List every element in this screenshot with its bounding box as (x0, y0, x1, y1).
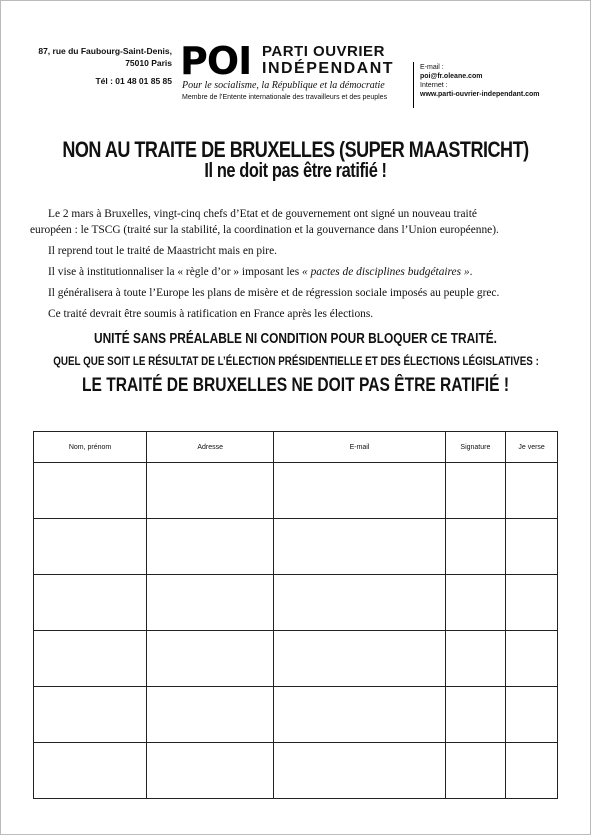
adresse-cell[interactable] (147, 743, 274, 799)
paragraph-4: Il généralisera à toute l’Europe les plans de misère et de régression sociale imposés au peuple grec. (48, 286, 500, 299)
slogan-3: LE TRAITÉ DE BRUXELLES NE DOIT PAS ÊTRE RATIFIÉ ! (81, 375, 510, 396)
main-title: NON AU TRAITE DE BRUXELLES (SUPER MAASTRICHT) (62, 137, 529, 162)
paragraph-5: Ce traité devrait être soumis à ratification en France après les élections. (48, 307, 374, 320)
signature-cell[interactable] (445, 575, 506, 631)
paragraph-3-end: . (469, 265, 473, 278)
signature-cell[interactable] (445, 519, 506, 575)
signature-cell[interactable] (445, 743, 506, 799)
nom-cell[interactable] (34, 519, 147, 575)
je-verse-cell[interactable] (506, 687, 558, 743)
paragraph-3-start: Il vise à institutionnaliser la « règle d’or » imposant les (48, 265, 303, 278)
je-verse-cell[interactable] (506, 575, 558, 631)
table-row (34, 631, 558, 687)
header-nom: Nom, prénom (34, 432, 147, 463)
website-link[interactable]: www.parti-ouvrier-independant.com (420, 91, 540, 98)
poi-logo: POI (180, 39, 252, 83)
table-row (34, 743, 558, 799)
internet-label: Internet : (420, 82, 448, 89)
body-text (30, 207, 556, 328)
address-phone: Tél : 01 48 01 85 85 (95, 76, 172, 86)
party-name-line2: INDÉPENDANT (262, 60, 395, 77)
email-label: E-mail : (420, 64, 444, 71)
email-cell[interactable] (274, 687, 445, 743)
table-row (34, 575, 558, 631)
nom-cell[interactable] (34, 463, 147, 519)
header-signature: Signature (445, 432, 506, 463)
nom-cell[interactable] (34, 743, 147, 799)
paragraph-2: Il reprend tout le traité de Maastricht mais en pire. (48, 244, 277, 257)
signature-cell[interactable] (445, 463, 506, 519)
table-row (34, 687, 558, 743)
nom-cell[interactable] (34, 631, 147, 687)
paragraph-1-line2: européen : le TSCG (traité sur la stabilité, la coordination et la gouvernance dans l’Union européenne). (30, 223, 499, 236)
je-verse-cell[interactable] (506, 463, 558, 519)
party-name-line1: PARTI OUVRIER (262, 43, 385, 60)
je-verse-cell[interactable] (506, 631, 558, 687)
header-adresse: Adresse (147, 432, 274, 463)
paragraph-1 (30, 207, 556, 238)
signature-table (33, 431, 558, 799)
nom-cell[interactable] (34, 687, 147, 743)
table-row (34, 519, 558, 575)
signature-rows (34, 463, 558, 799)
signature-cell[interactable] (445, 687, 506, 743)
table-header-row (34, 432, 558, 463)
party-contact (420, 63, 540, 99)
adresse-cell[interactable] (147, 575, 274, 631)
address-street: 87, rue du Faubourg-Saint-Denis, (38, 46, 172, 56)
email-cell[interactable] (274, 575, 445, 631)
adresse-cell[interactable] (147, 519, 274, 575)
paragraph-3 (48, 265, 556, 281)
je-verse-cell[interactable] (506, 519, 558, 575)
slogan-2: QUEL QUE SOIT LE RÉSULTAT DE L’ÉLECTION PRÉSIDENTIELLE ET DES ÉLECTIONS LÉGISLATIVES : (53, 354, 539, 368)
subtitle: Il ne doit pas être ratifié ! (204, 160, 387, 182)
party-membership: Membre de l’Entente internationale des travailleurs et des peuples (182, 94, 388, 101)
paragraph-3-italic: « pactes de disciplines budgétaires » (302, 265, 470, 278)
adresse-cell[interactable] (147, 687, 274, 743)
party-address (12, 45, 172, 87)
paragraph-1-line1: Le 2 mars à Bruxelles, vingt-cinq chefs d’Etat et de gouvernement ont signé un nouveau traité (48, 208, 477, 220)
nom-cell[interactable] (34, 575, 147, 631)
header-je-verse: Je verse (506, 432, 558, 463)
adresse-cell[interactable] (147, 463, 274, 519)
je-verse-cell[interactable] (506, 743, 558, 799)
email-cell[interactable] (274, 463, 445, 519)
letterhead (0, 22, 591, 101)
slogan-1: UNITÉ SANS PRÉALABLE NI CONDITION POUR BLOQUER CE TRAITÉ. (94, 331, 497, 347)
email-cell[interactable] (274, 519, 445, 575)
party-tagline: Pour le socialisme, la République et la démocratie (182, 80, 385, 91)
signature-cell[interactable] (445, 631, 506, 687)
email-cell[interactable] (274, 631, 445, 687)
header-divider (413, 62, 414, 108)
adresse-cell[interactable] (147, 631, 274, 687)
header-email: E-mail (274, 432, 445, 463)
email-link[interactable]: poi@fr.oleane.com (420, 73, 483, 80)
table-row (34, 463, 558, 519)
email-cell[interactable] (274, 743, 445, 799)
address-city: 75010 Paris (125, 58, 172, 68)
